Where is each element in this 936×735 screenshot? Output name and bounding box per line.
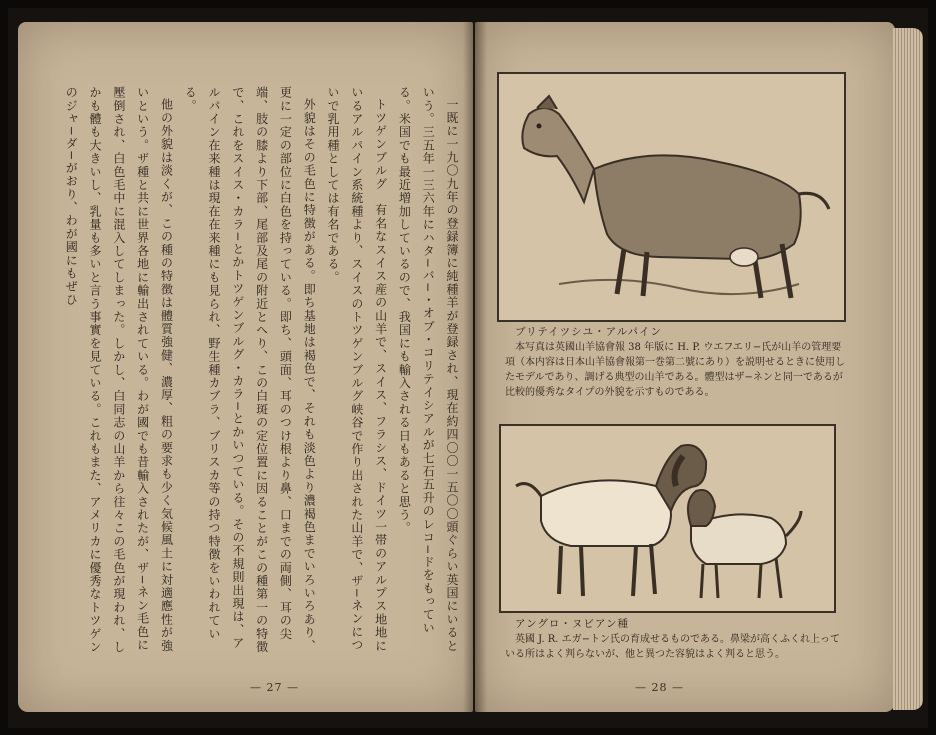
figure-description: 英國 J. R. エガ−トン氏の育成せるものである。鼻梁が高くふくれ上っている所はよく判らないが、他と異つた容貌はよく判ると思う。 [505, 634, 841, 660]
paragraph: 外貌はその毛色に特徴がある。即ち基地は褐色で、それも淡色より濃褐色までいろいろあり、更に一定の部位に白色を持っている。即ち、頭面、耳のつけ根より鼻、口までの両側、耳の尖端、肢の膝より下部、尾部及尾の附近とへり、この白斑の定位置に因ることがこの種第一の特徴で、これをスイス・カラ−とかトツゲンブルグ・カラ−とかいつている。その不規則出現は、アルパイン在来種は現在在来種にも見られ、野生種カブラ、ブリスカ等の持つ特徴をいわれている。 [183, 86, 317, 654]
figure-caption: ブリテイツシユ・アルパイン [515, 326, 662, 338]
open-book [8, 8, 928, 728]
page-edges [893, 28, 923, 710]
figure-caption: アングロ・ヌビアン種 [515, 618, 629, 630]
paragraph: 一既に一九〇九年の登録簿に純種羊が登録され、現在約四〇〇一五〇〇頭ぐらい英国にいるという。三五年一三六年にハタ−バ−・オブ・コリテイシアルが七石五升のレコ−ドをもっている。米国でも最近増加しているので、我国にも輸入される日もあると思う。 [397, 86, 459, 653]
page-number: — 27 — [250, 681, 299, 694]
paragraph: トツゲンブルグ 有名なスイス産の山羊で、スイス、フラシス、ドイツ一帯のアルプス地地にいるアルパイン系統種より、スイスのトツゲンブルグ峡谷で作り出された山羊で、ザ−ネンについで乳用種としては有名である。 [326, 86, 388, 653]
page-number: — 28 — [635, 681, 684, 694]
goat-illustration-icon [497, 72, 846, 322]
left-page [18, 22, 473, 712]
vertical-body-text [58, 86, 463, 656]
goats-illustration-icon [499, 424, 836, 613]
figure-description: 本写真は英國山羊協會報 38 年版に H. P. ウエフエリ−氏が山羊の管理要項（本内容は日本山羊協會報第一巻第二號にあり）を説明せるときに使用したモデルであり、調げる典型の山羊である。體型はザ−ネンと同一であるが比較的優秀なタイプの外貌を示すものである。 [505, 342, 845, 398]
paragraph: 他の外貌は淡くが、この種の特徴は體質強健、濃厚、粗の要求も少く気候風土に対適應性が強いという。ザ種と共に世界各地に輸出されている。わが國でも昔輸入されたが、ザ−ネン毛色に壓倒され、白色毛中に混入してしまった。しかし、白同志の山羊から往々この毛色が現われ、しかも體も大きいし、乳量も多いと言う事實を見ている。これもまた、アメリカに優秀なトツゲンのジャ−ダ−がおり、わが國にもぜひ [64, 86, 174, 654]
right-page [475, 22, 895, 712]
